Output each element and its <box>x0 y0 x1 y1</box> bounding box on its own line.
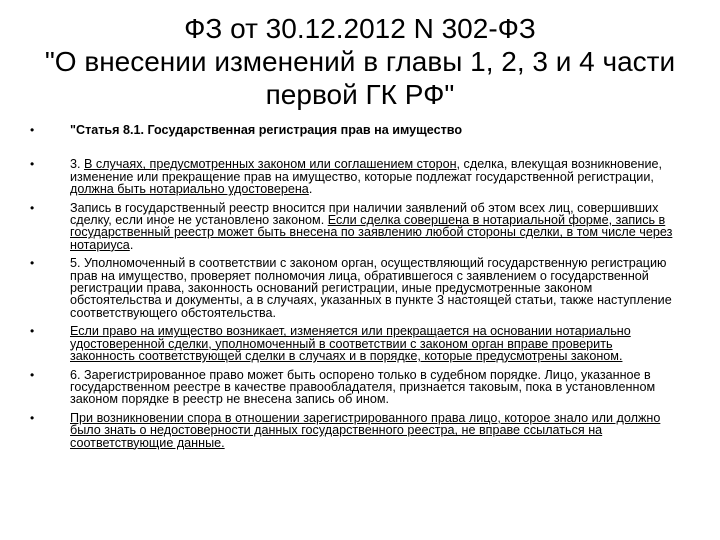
bullet-list <box>30 124 680 449</box>
title-line-2: "О внесении изменений в главы 1, 2, 3 и 4 части <box>44 46 676 77</box>
list-item <box>30 202 680 252</box>
underlined-phrase: В случаях, предусмотренных законом или соглашением сторон <box>84 157 457 172</box>
article-heading: "Статья 8.1. Государственная регистрация прав на имущество <box>70 123 463 137</box>
title-line-1: ФЗ от 30.12.2012 N 302-ФЗ <box>184 13 536 44</box>
item-text: 3. <box>70 157 85 172</box>
item-text: . <box>308 182 313 197</box>
underlined-phrase: должна быть нотариально удостоверена <box>70 182 309 197</box>
item-text: 5. Уполномоченный в соответствии с законом орган, осуществляющий государственную регистрацию прав на имущество, проверяет полномочия лица, обратившегося с заявлением о государственной регистрации права, законность оснований регистрации, иные предусмотренные законом обстоятельства и документы, а в случаях, указанных в пункте 3 настоящей статьи, также наступление соответствующего обстоятельства. <box>70 256 672 320</box>
slide-title <box>20 12 700 111</box>
underlined-phrase: При возникновении спора в отношении зарегистрированного права лицо, которое знало или должно было знать о недостоверности данных государственного реестра, не вправе ссылаться на соответствующие данные. <box>70 410 661 450</box>
list-item <box>30 325 680 362</box>
list-item <box>30 257 680 319</box>
list-item <box>30 124 680 136</box>
item-text: 6. Зарегистрированное право может быть оспорено только в судебном порядке. Лицо, указанное в государственном реестре в качестве правообладателя, признается таковым, пока в установленном законом порядке в реестр не внесена запись об ином. <box>70 367 656 407</box>
list-item <box>30 158 680 195</box>
item-text: . <box>129 237 134 252</box>
bullet-icon: • <box>30 256 35 271</box>
list-item <box>30 412 680 449</box>
item-text: Запись в государственный реестр вносится при наличии заявлений об этом всех лиц, совершивших сделку, если иное не установлено законом. <box>70 200 659 228</box>
underlined-phrase: Если право на имущество возникает, изменяется или прекращается на основании нотариально удостоверенной сделки, уполномоченный в соответствии с законом орган вправе проверить законность соответствующей сделки в случаях и в порядке, которые предусмотрены законом. <box>70 324 631 364</box>
bullet-icon: • <box>30 157 35 172</box>
item-text: , сделка, влекущая возникновение, изменение или прекращение прав на имущество, которые подлежат государственной регистрации, <box>70 157 662 184</box>
bullet-icon: • <box>30 324 35 339</box>
bullet-icon: • <box>30 200 35 215</box>
title-line-3: первой ГК РФ" <box>265 79 455 110</box>
bullet-icon: • <box>30 367 35 382</box>
list-item <box>30 369 680 406</box>
bullet-icon: • <box>30 410 35 425</box>
bullet-icon: • <box>30 123 35 137</box>
underlined-phrase: Если сделка совершена в нотариальной форме, запись в государственный реестр может быть внесена по заявлению любой стороны сделки, в том числе через нотариуса <box>70 213 673 252</box>
